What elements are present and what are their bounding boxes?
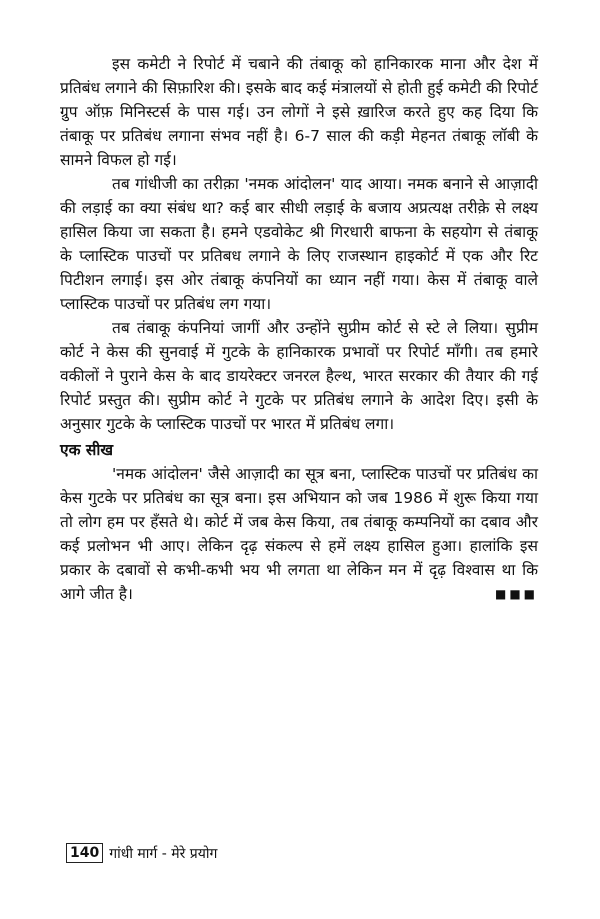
page-body bbox=[60, 52, 538, 606]
page-footer bbox=[66, 843, 217, 863]
page-number: 140 bbox=[66, 843, 103, 863]
final-paragraph-text: 'नमक आंदोलन' जैसे आज़ादी का सूत्र बना, प्लास्टिक पाउचों पर प्रतिबंध का केस गुटके पर प्रतिबंध का सूत्र बना। इस अभियान को जब 1986 में शुरू किया गया तो लोग हम पर हँसते थे। कोर्ट में जब केस किया, तब तंबाकू कम्पनियों का दबाव और कई प्रलोभन भी आए। लेकिन दृढ़ संकल्प से हमें लक्ष्य हासिल हुआ। हालांकि इस प्रकार के दबावों से कभी-कभी भय भी लगता था लेकिन मन में दृढ़ विश्वास था कि आगे जीत है। bbox=[60, 465, 538, 603]
end-mark: ■■■ bbox=[494, 587, 538, 601]
section-heading: एक सीख bbox=[60, 441, 114, 459]
paragraph-3: तब तंबाकू कंपनियां जागीं और उन्होंने सुप्रीम कोर्ट से स्टे ले लिया। सुप्रीम कोर्ट ने केस की सुनवाई में गुटके के हानिकारक प्रभावों पर रिपोर्ट माँगी। तब हमारे वकीलों ने पुराने केस के बाद डायरेक्टर जनरल हैल्थ, भारत सरकार की तैयार की गई रिपोर्ट प्रस्तुत की। सुप्रीम कोर्ट ने गुटके पर प्रतिबंध लगाने के आदेश दिए। इसी के अनुसार गुटके के प्लास्टिक पाउचों पर भारत में प्रतिबंध लगा। bbox=[60, 319, 538, 433]
paragraph-1: इस कमेटी ने रिपोर्ट में चबाने की तंबाकू को हानिकारक माना और देश में प्रतिबंध लगाने की सिफ़ारिश की। इसके बाद कई मंत्रालयों से होती हुई कमेटी की रिपोर्ट ग्रुप ऑफ़ मिनिस्टर्स के पास गई। उन लोगों ने इसे ख़ारिज करते हुए कह दिया कि तंबाकू पर प्रतिबंध लगाना संभव नहीं है। 6-7 साल की कड़ी मेहनत तंबाकू लॉबी के सामने विफल हो गई। bbox=[60, 55, 538, 169]
final-paragraph bbox=[60, 462, 538, 606]
paragraph-2: तब गांधीजी का तरीक़ा 'नमक आंदोलन' याद आया। नमक बनाने से आज़ादी की लड़ाई का क्या संबंध था? कई बार सीधी लड़ाई के बजाय अप्रत्यक्ष तरीक़े से लक्ष्य हासिल किया जा सकता है। हमने एडवोकेट श्री गिरधारी बाफना के सहयोग से तंबाकू के प्लास्टिक पाउचों पर प्रतिबध लगाने के लिए राजस्थान हाइकोर्ट में एक और रिट पिटीशन लगाई। इस ओर तंबाकू कंपनियों का ध्यान नहीं गया। केस में तंबाकू वाले प्लास्टिक पाउचों पर प्रतिबंध लग गया। bbox=[60, 175, 538, 313]
book-title: गांधी मार्ग - मेरे प्रयोग bbox=[109, 845, 218, 862]
